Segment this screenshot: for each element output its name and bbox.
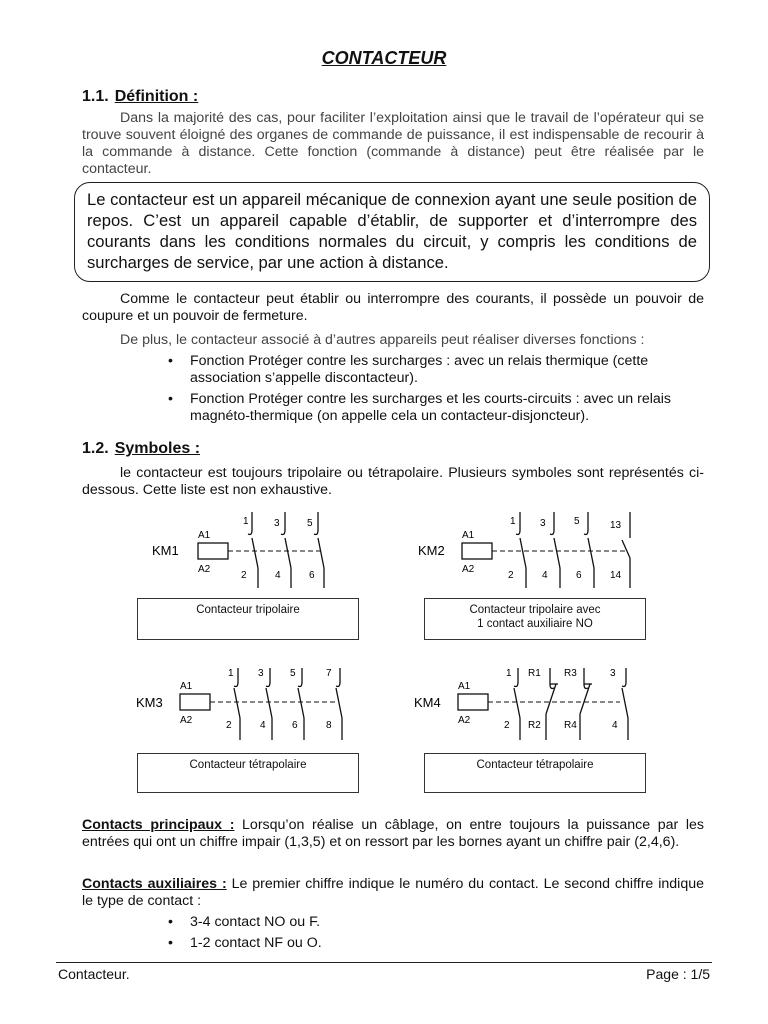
coil-symbol — [198, 543, 228, 559]
terminal-label: 5 — [290, 668, 296, 679]
contacts-auxiliaires-label: Contacts auxiliaires : — [82, 876, 227, 892]
caption-line: Contacteur tripolaire — [196, 604, 300, 616]
section-number: 1.2. — [82, 440, 109, 457]
terminal-label: 1 — [510, 516, 516, 527]
page-title: CONTACTEUR — [321, 48, 447, 68]
terminal-label: 8 — [326, 720, 332, 731]
coil-bottom-label: A2 — [458, 715, 471, 726]
caption-km1 — [137, 598, 359, 640]
contacts-auxiliaires-paragraph — [82, 876, 704, 910]
symbol-km2 — [408, 508, 648, 590]
contacts-principaux-label: Contacts principaux : — [82, 817, 235, 833]
terminal-label: 13 — [610, 520, 622, 531]
symbols-intro: le contacteur est toujours tripolaire ou tétrapolaire. Plusieurs symboles sont représentés ci-dessous. Cette liste est non exhaustive. — [82, 465, 704, 498]
list-item: • 3-4 contact NO ou F. — [190, 914, 704, 931]
coil-bottom-label: A2 — [462, 564, 475, 575]
contacts-principaux-text: Lorsqu’on réalise un câblage, on entre toujours la puissance par les entrées qui ont un chiffre impair (1,3,5) et on ressort par les bornes ayant un chiffre pair (2,4,6). — [82, 817, 704, 850]
terminal-label: 3 — [610, 668, 616, 679]
terminal-label: 4 — [260, 720, 266, 731]
terminal-label: 7 — [326, 668, 332, 679]
symbol-name: KM2 — [418, 543, 445, 558]
definition-box: Le contacteur est un appareil mécanique de connexion ayant une seule position de repos. C’est un appareil capable d’établir, de supporter et d’interrompre des courants dans les conditions normales du circuit, y compris les conditions de surcharges de service, par une action à distance. — [74, 182, 710, 282]
coil-symbol — [458, 694, 488, 710]
coil-bottom-label: A2 — [180, 715, 193, 726]
coil-top-label: A1 — [458, 681, 471, 692]
coil-symbol — [462, 543, 492, 559]
section-title: Symboles : — [114, 440, 201, 457]
terminal-label: 1 — [228, 668, 234, 679]
terminal-label: 2 — [241, 570, 247, 581]
symbol-name: KM3 — [136, 695, 163, 710]
functions-list — [190, 353, 704, 429]
terminal-label: 1 — [243, 516, 249, 527]
terminal-label: 4 — [275, 570, 281, 581]
terminal-label: 2 — [226, 720, 232, 731]
terminal-label: R1 — [528, 668, 541, 679]
coil-top-label: A1 — [180, 681, 193, 692]
symbol-km1 — [140, 508, 340, 590]
symbol-name: KM1 — [152, 543, 179, 558]
section-heading-definition — [82, 88, 198, 105]
terminal-label: 6 — [292, 720, 298, 731]
contacts-auxiliaires-text: Le premier chiffre indique le numéro du contact. Le second chiffre indique le type de contact : — [82, 876, 704, 909]
terminal-label: 2 — [504, 720, 510, 731]
terminal-label: R4 — [564, 720, 577, 731]
caption-line: Contacteur tétrapolaire — [476, 759, 594, 771]
caption-km4 — [424, 753, 646, 793]
caption-line: Contacteur tripolaire avec — [469, 604, 601, 616]
contacts-principaux-paragraph — [82, 817, 704, 851]
terminal-label: 3 — [540, 518, 546, 529]
auxiliary-contact-no — [622, 512, 630, 588]
coil-symbol — [180, 694, 210, 710]
terminal-label: 3 — [258, 668, 264, 679]
symbol-km3 — [130, 662, 360, 744]
list-item: • Fonction Protéger contre les surcharges et les courts-circuits : avec un relais magnéto-thermique (on appelle cela un contacteur-disjoncteur). — [190, 391, 704, 425]
caption-line: Contacteur tétrapolaire — [189, 759, 307, 771]
terminal-label: 4 — [612, 720, 618, 731]
caption-line: 1 contact auxiliaire NO — [477, 618, 593, 630]
terminal-label: 5 — [307, 518, 313, 529]
section-number: 1.1. — [82, 88, 109, 105]
paragraph-pouvoir: Comme le contacteur peut établir ou interrompre des courants, il possède un pouvoir de coupure et un pouvoir de fermeture. — [82, 291, 704, 324]
symbol-name: KM4 — [414, 695, 441, 710]
page-number: Page : 1/5 — [646, 966, 710, 982]
contact-types-list — [190, 914, 704, 956]
power-contacts — [516, 512, 594, 588]
caption-km3 — [137, 753, 359, 793]
section-title: Définition : — [114, 88, 199, 105]
coil-top-label: A1 — [198, 530, 211, 541]
symbol-km4 — [408, 662, 648, 744]
footer-divider — [56, 962, 712, 963]
terminal-label: R2 — [528, 720, 541, 731]
footer-title: Contacteur. — [58, 966, 130, 982]
terminal-label: 5 — [574, 516, 580, 527]
coil-top-label: A1 — [462, 530, 475, 541]
list-item: • Fonction Protéger contre les surcharges : avec un relais thermique (cette association s’appelle discontacteur). — [190, 353, 704, 387]
list-item: • 1-2 contact NF ou O. — [190, 935, 704, 952]
terminal-label: 4 — [542, 570, 548, 581]
coil-bottom-label: A2 — [198, 564, 211, 575]
section-heading-symboles — [82, 440, 200, 457]
terminal-label: 2 — [508, 570, 514, 581]
paragraph-fonctions: De plus, le contacteur associé à d’autres appareils peut réaliser diverses fonctions : — [120, 332, 645, 348]
terminal-label: 6 — [576, 570, 582, 581]
caption-km2 — [424, 598, 646, 640]
definition-intro: Dans la majorité des cas, pour faciliter l’exploitation ainsi que le travail de l’opérateur qui se trouve souvent éloigné des organes de commande de puissance, il est indispensable de recourir à la commande à distance. Cette fonction (commande à distance) peut être réalisée par le contacteur. — [82, 110, 704, 177]
terminal-label: R3 — [564, 668, 577, 679]
terminal-label: 6 — [309, 570, 315, 581]
terminal-label: 1 — [506, 668, 512, 679]
terminal-label: 3 — [274, 518, 280, 529]
terminal-label: 14 — [610, 570, 622, 581]
